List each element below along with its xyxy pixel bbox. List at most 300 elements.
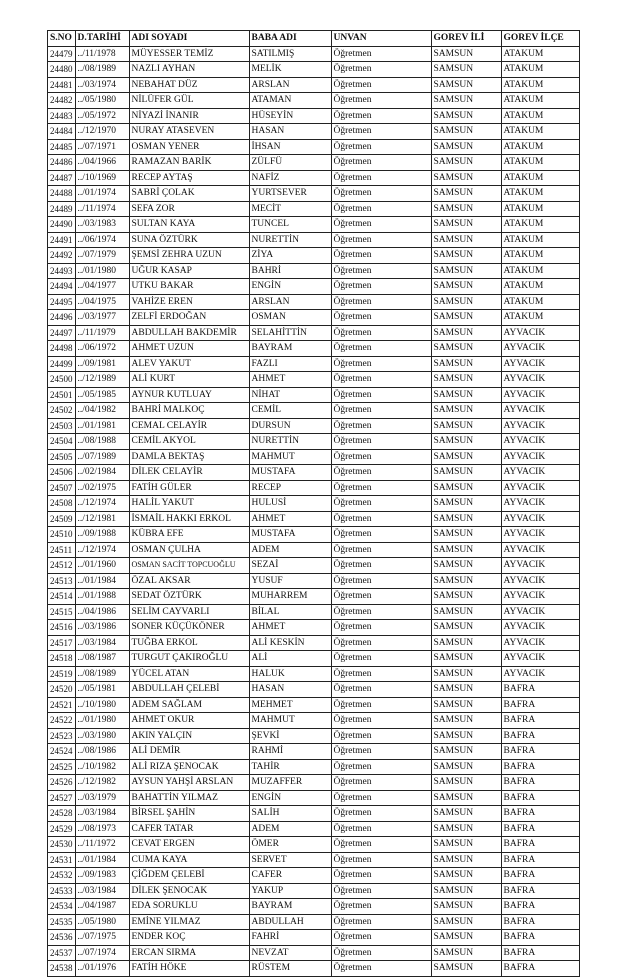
cell-sno: 24507 (48, 480, 76, 496)
cell-sno: 24526 (48, 775, 76, 791)
table-row (48, 604, 580, 620)
cell-father: ENGİN (249, 790, 331, 806)
cell-name: ŞEMSİ ZEHRA UZUN (129, 248, 249, 264)
cell-sno: 24515 (48, 604, 76, 620)
cell-father: ATAMAN (249, 93, 331, 109)
cell-name: KÜBRA EFE (129, 527, 249, 543)
cell-name: SONER KÜÇÜKÖNER (129, 620, 249, 636)
cell-province: SAMSUN (431, 666, 501, 682)
cell-title: Öğretmen (331, 124, 431, 140)
cell-province: SAMSUN (431, 124, 501, 140)
cell-province: SAMSUN (431, 558, 501, 574)
cell-district: ATAKUM (501, 248, 579, 264)
cell-date: ../05/1985 (75, 387, 129, 403)
cell-father: YUSUF (249, 573, 331, 589)
table-row (48, 170, 580, 186)
cell-date: ../04/1966 (75, 155, 129, 171)
cell-sno: 24521 (48, 697, 76, 713)
cell-name: İSMAİL HAKKI ERKOL (129, 511, 249, 527)
cell-name: NİLÜFER GÜL (129, 93, 249, 109)
cell-name: ÇİĞDEM ÇELEBİ (129, 868, 249, 884)
cell-district: BAFRA (501, 713, 579, 729)
table-row (48, 790, 580, 806)
cell-sno: 24535 (48, 914, 76, 930)
cell-sno: 24523 (48, 728, 76, 744)
cell-date: ../01/1980 (75, 713, 129, 729)
cell-title: Öğretmen (331, 46, 431, 62)
cell-father: ARSLAN (249, 77, 331, 93)
cell-sno: 24512 (48, 558, 76, 574)
table-row (48, 201, 580, 217)
cell-title: Öğretmen (331, 387, 431, 403)
table-row (48, 155, 580, 171)
table-row (48, 310, 580, 326)
cell-sno: 24527 (48, 790, 76, 806)
document-sheet (47, 30, 580, 977)
cell-father: MELİK (249, 62, 331, 78)
cell-father: MAHMUT (249, 449, 331, 465)
table-row (48, 372, 580, 388)
cell-title: Öğretmen (331, 682, 431, 698)
cell-sno: 24532 (48, 868, 76, 884)
cell-sno: 24510 (48, 527, 76, 543)
cell-date: ../05/1981 (75, 682, 129, 698)
cell-father: HÜSEYİN (249, 108, 331, 124)
cell-title: Öğretmen (331, 713, 431, 729)
cell-province: SAMSUN (431, 341, 501, 357)
cell-sno: 24499 (48, 356, 76, 372)
cell-title: Öğretmen (331, 496, 431, 512)
cell-province: SAMSUN (431, 186, 501, 202)
cell-name: UĞUR KASAP (129, 263, 249, 279)
cell-title: Öğretmen (331, 651, 431, 667)
cell-sno: 24522 (48, 713, 76, 729)
table-row (48, 651, 580, 667)
cell-district: BAFRA (501, 697, 579, 713)
cell-sno: 24533 (48, 883, 76, 899)
cell-name: SEDAT ÖZTÜRK (129, 589, 249, 605)
cell-title: Öğretmen (331, 589, 431, 605)
cell-title: Öğretmen (331, 821, 431, 837)
table-row (48, 713, 580, 729)
table-row (48, 108, 580, 124)
cell-title: Öğretmen (331, 62, 431, 78)
cell-district: AYVACIK (501, 449, 579, 465)
cell-name: CUMA KAYA (129, 852, 249, 868)
cell-father: FAZLI (249, 356, 331, 372)
cell-name: ALEV YAKUT (129, 356, 249, 372)
cell-province: SAMSUN (431, 294, 501, 310)
cell-name: FATİH HÖKE (129, 961, 249, 977)
cell-date: ../01/1988 (75, 589, 129, 605)
cell-province: SAMSUN (431, 806, 501, 822)
cell-name: ADEM SAĞLAM (129, 697, 249, 713)
cell-date: ../12/1974 (75, 542, 129, 558)
cell-father: NEVZAT (249, 945, 331, 961)
cell-date: ../03/1984 (75, 635, 129, 651)
table-row (48, 682, 580, 698)
cell-date: ../08/1988 (75, 434, 129, 450)
table-row (48, 279, 580, 295)
cell-father: ABDULLAH (249, 914, 331, 930)
cell-province: SAMSUN (431, 651, 501, 667)
cell-date: ../12/1970 (75, 124, 129, 140)
cell-father: ARSLAN (249, 294, 331, 310)
cell-father: BAYRAM (249, 899, 331, 915)
cell-father: AHMET (249, 511, 331, 527)
cell-name: OSMAN SACİT TOPCUOĞLU (129, 558, 249, 574)
table-row (48, 635, 580, 651)
cell-name: ALİ DEMİR (129, 744, 249, 760)
cell-father: AHMET (249, 372, 331, 388)
cell-district: BAFRA (501, 759, 579, 775)
cell-father: ADEM (249, 542, 331, 558)
cell-district: BAFRA (501, 852, 579, 868)
cell-province: SAMSUN (431, 372, 501, 388)
cell-title: Öğretmen (331, 542, 431, 558)
cell-date: ../01/1984 (75, 852, 129, 868)
cell-title: Öğretmen (331, 434, 431, 450)
cell-sno: 24502 (48, 403, 76, 419)
cell-sno: 24496 (48, 310, 76, 326)
cell-name: CAFER TATAR (129, 821, 249, 837)
cell-date: ../12/1974 (75, 496, 129, 512)
cell-sno: 24513 (48, 573, 76, 589)
cell-date: ../09/1981 (75, 356, 129, 372)
cell-date: ../01/1981 (75, 418, 129, 434)
cell-father: TAHİR (249, 759, 331, 775)
cell-name: VAHİZE EREN (129, 294, 249, 310)
cell-father: RÜSTEM (249, 961, 331, 977)
cell-sno: 24538 (48, 961, 76, 977)
table-row (48, 480, 580, 496)
cell-title: Öğretmen (331, 480, 431, 496)
cell-name: SULTAN KAYA (129, 217, 249, 233)
cell-province: SAMSUN (431, 449, 501, 465)
cell-province: SAMSUN (431, 139, 501, 155)
cell-father: HULUSİ (249, 496, 331, 512)
cell-title: Öğretmen (331, 232, 431, 248)
cell-title: Öğretmen (331, 77, 431, 93)
cell-date: ../10/1969 (75, 170, 129, 186)
cell-date: ../09/1983 (75, 868, 129, 884)
cell-father: NURETTİN (249, 434, 331, 450)
table-row (48, 434, 580, 450)
cell-district: BAFRA (501, 682, 579, 698)
cell-date: ../12/1989 (75, 372, 129, 388)
cell-title: Öğretmen (331, 775, 431, 791)
cell-sno: 24484 (48, 124, 76, 140)
cell-father: DURSUN (249, 418, 331, 434)
cell-name: EDA SORUKLU (129, 899, 249, 915)
cell-district: BAFRA (501, 821, 579, 837)
table-row (48, 697, 580, 713)
cell-father: MUZAFFER (249, 775, 331, 791)
cell-title: Öğretmen (331, 837, 431, 853)
cell-father: SELAHİTTİN (249, 325, 331, 341)
cell-province: SAMSUN (431, 728, 501, 744)
cell-name: CEMAL CELAYİR (129, 418, 249, 434)
cell-father: YAKUP (249, 883, 331, 899)
cell-province: SAMSUN (431, 821, 501, 837)
cell-date: ../12/1981 (75, 511, 129, 527)
cell-province: SAMSUN (431, 93, 501, 109)
cell-sno: 24490 (48, 217, 76, 233)
cell-province: SAMSUN (431, 77, 501, 93)
cell-date: ../01/1984 (75, 573, 129, 589)
cell-title: Öğretmen (331, 465, 431, 481)
cell-district: ATAKUM (501, 124, 579, 140)
cell-district: ATAKUM (501, 201, 579, 217)
cell-father: MUHARREM (249, 589, 331, 605)
cell-father: HALUK (249, 666, 331, 682)
cell-title: Öğretmen (331, 666, 431, 682)
cell-name: DİLEK CELAYİR (129, 465, 249, 481)
cell-sno: 24529 (48, 821, 76, 837)
cell-father: CAFER (249, 868, 331, 884)
cell-name: ZELFİ ERDOĞAN (129, 310, 249, 326)
cell-province: SAMSUN (431, 713, 501, 729)
cell-district: AYVACIK (501, 341, 579, 357)
cell-province: SAMSUN (431, 620, 501, 636)
table-row (48, 511, 580, 527)
cell-sno: 24519 (48, 666, 76, 682)
cell-title: Öğretmen (331, 294, 431, 310)
cell-name: ALİ RIZA ŞENOCAK (129, 759, 249, 775)
cell-district: ATAKUM (501, 77, 579, 93)
cell-title: Öğretmen (331, 930, 431, 946)
cell-province: SAMSUN (431, 434, 501, 450)
table-row (48, 325, 580, 341)
cell-title: Öğretmen (331, 635, 431, 651)
table-row (48, 542, 580, 558)
table-row (48, 232, 580, 248)
cell-sno: 24480 (48, 62, 76, 78)
cell-date: ../05/1980 (75, 93, 129, 109)
cell-date: ../04/1982 (75, 403, 129, 419)
cell-father: HASAN (249, 124, 331, 140)
cell-father: MECİT (249, 201, 331, 217)
table-row (48, 666, 580, 682)
cell-district: AYVACIK (501, 620, 579, 636)
cell-date: ../03/1984 (75, 806, 129, 822)
cell-name: NURAY ATASEVEN (129, 124, 249, 140)
cell-district: ATAKUM (501, 139, 579, 155)
cell-province: SAMSUN (431, 418, 501, 434)
table-row (48, 387, 580, 403)
cell-district: AYVACIK (501, 356, 579, 372)
cell-sno: 24530 (48, 837, 76, 853)
cell-district: ATAKUM (501, 155, 579, 171)
cell-district: ATAKUM (501, 263, 579, 279)
cell-date: ../10/1982 (75, 759, 129, 775)
cell-sno: 24528 (48, 806, 76, 822)
cell-father: MUSTAFA (249, 465, 331, 481)
cell-province: SAMSUN (431, 635, 501, 651)
table-body (48, 46, 580, 976)
cell-title: Öğretmen (331, 868, 431, 884)
cell-name: BİRSEL ŞAHİN (129, 806, 249, 822)
cell-province: SAMSUN (431, 868, 501, 884)
cell-date: ../08/1989 (75, 62, 129, 78)
cell-father: MUSTAFA (249, 527, 331, 543)
cell-province: SAMSUN (431, 217, 501, 233)
cell-name: OSMAN ÇULHA (129, 542, 249, 558)
cell-district: ATAKUM (501, 294, 579, 310)
table-row (48, 62, 580, 78)
header-father: BABA ADI (249, 31, 331, 47)
header-province: GOREV İLİ (431, 31, 501, 47)
cell-province: SAMSUN (431, 108, 501, 124)
cell-sno: 24492 (48, 248, 76, 264)
cell-father: MAHMUT (249, 713, 331, 729)
cell-title: Öğretmen (331, 310, 431, 326)
cell-district: AYVACIK (501, 527, 579, 543)
cell-district: AYVACIK (501, 434, 579, 450)
cell-name: UTKU BAKAR (129, 279, 249, 295)
table-row (48, 294, 580, 310)
table-row (48, 775, 580, 791)
header-sno: S.NO (48, 31, 76, 47)
cell-father: BİLAL (249, 604, 331, 620)
cell-name: TURGUT ÇAKIROĞLU (129, 651, 249, 667)
cell-sno: 24534 (48, 899, 76, 915)
cell-date: ../08/1987 (75, 651, 129, 667)
cell-province: SAMSUN (431, 279, 501, 295)
table-row (48, 465, 580, 481)
cell-date: ../06/1974 (75, 232, 129, 248)
cell-sno: 24479 (48, 46, 76, 62)
cell-district: BAFRA (501, 945, 579, 961)
cell-father: OSMAN (249, 310, 331, 326)
cell-date: ../01/1980 (75, 263, 129, 279)
cell-date: ../04/1975 (75, 294, 129, 310)
cell-date: ../04/1977 (75, 279, 129, 295)
cell-title: Öğretmen (331, 790, 431, 806)
table-row (48, 759, 580, 775)
cell-sno: 24491 (48, 232, 76, 248)
cell-father: İHSAN (249, 139, 331, 155)
cell-date: ../06/1972 (75, 341, 129, 357)
cell-district: BAFRA (501, 790, 579, 806)
cell-date: ../03/1977 (75, 310, 129, 326)
cell-province: SAMSUN (431, 589, 501, 605)
cell-district: BAFRA (501, 961, 579, 977)
table-row (48, 248, 580, 264)
cell-title: Öğretmen (331, 403, 431, 419)
cell-father: NURETTİN (249, 232, 331, 248)
cell-title: Öğretmen (331, 697, 431, 713)
cell-father: NAFİZ (249, 170, 331, 186)
cell-district: BAFRA (501, 837, 579, 853)
cell-father: RECEP (249, 480, 331, 496)
cell-province: SAMSUN (431, 325, 501, 341)
cell-district: AYVACIK (501, 511, 579, 527)
cell-district: BAFRA (501, 744, 579, 760)
cell-father: SERVET (249, 852, 331, 868)
cell-name: AHMET OKUR (129, 713, 249, 729)
cell-name: BAHATTİN YILMAZ (129, 790, 249, 806)
cell-father: SALİH (249, 806, 331, 822)
cell-sno: 24531 (48, 852, 76, 868)
header-title: UNVAN (331, 31, 431, 47)
cell-district: BAFRA (501, 930, 579, 946)
cell-title: Öğretmen (331, 170, 431, 186)
cell-name: AYNUR KUTLUAY (129, 387, 249, 403)
cell-title: Öğretmen (331, 558, 431, 574)
cell-father: ÖMER (249, 837, 331, 853)
cell-district: ATAKUM (501, 46, 579, 62)
cell-province: SAMSUN (431, 155, 501, 171)
table-row (48, 883, 580, 899)
table-row (48, 806, 580, 822)
cell-date: ../03/1984 (75, 883, 129, 899)
cell-date: ../11/1979 (75, 325, 129, 341)
cell-father: MEHMET (249, 697, 331, 713)
cell-name: EMİNE YILMAZ (129, 914, 249, 930)
cell-province: SAMSUN (431, 232, 501, 248)
table-row (48, 930, 580, 946)
cell-father: SEZAİ (249, 558, 331, 574)
cell-district: AYVACIK (501, 465, 579, 481)
header-name: ADI SOYADI (129, 31, 249, 47)
cell-province: SAMSUN (431, 930, 501, 946)
cell-title: Öğretmen (331, 248, 431, 264)
table-row (48, 837, 580, 853)
cell-district: AYVACIK (501, 480, 579, 496)
cell-sno: 24525 (48, 759, 76, 775)
cell-title: Öğretmen (331, 418, 431, 434)
cell-province: SAMSUN (431, 527, 501, 543)
cell-district: AYVACIK (501, 651, 579, 667)
cell-province: SAMSUN (431, 961, 501, 977)
cell-name: ÖZAL AKSAR (129, 573, 249, 589)
cell-name: YÜCEL ATAN (129, 666, 249, 682)
cell-district: ATAKUM (501, 310, 579, 326)
cell-title: Öğretmen (331, 883, 431, 899)
cell-title: Öğretmen (331, 899, 431, 915)
cell-name: NEBAHAT DÜZ (129, 77, 249, 93)
table-row (48, 527, 580, 543)
cell-province: SAMSUN (431, 248, 501, 264)
personnel-table (47, 30, 580, 977)
cell-name: SEFA ZOR (129, 201, 249, 217)
cell-name: RAMAZAN BARİK (129, 155, 249, 171)
cell-sno: 24516 (48, 620, 76, 636)
table-row (48, 589, 580, 605)
cell-title: Öğretmen (331, 372, 431, 388)
cell-province: SAMSUN (431, 62, 501, 78)
cell-district: AYVACIK (501, 372, 579, 388)
table-row (48, 899, 580, 915)
cell-date: ../01/1974 (75, 186, 129, 202)
cell-title: Öğretmen (331, 449, 431, 465)
header-district: GOREV İLÇE (501, 31, 579, 47)
cell-sno: 24503 (48, 418, 76, 434)
cell-sno: 24500 (48, 372, 76, 388)
cell-date: ../05/1980 (75, 914, 129, 930)
cell-date: ../02/1984 (75, 465, 129, 481)
cell-district: ATAKUM (501, 186, 579, 202)
cell-province: SAMSUN (431, 852, 501, 868)
cell-sno: 24494 (48, 279, 76, 295)
cell-district: AYVACIK (501, 496, 579, 512)
cell-province: SAMSUN (431, 465, 501, 481)
cell-name: HALİL YAKUT (129, 496, 249, 512)
cell-father: ŞEVKİ (249, 728, 331, 744)
cell-sno: 24504 (48, 434, 76, 450)
cell-title: Öğretmen (331, 325, 431, 341)
